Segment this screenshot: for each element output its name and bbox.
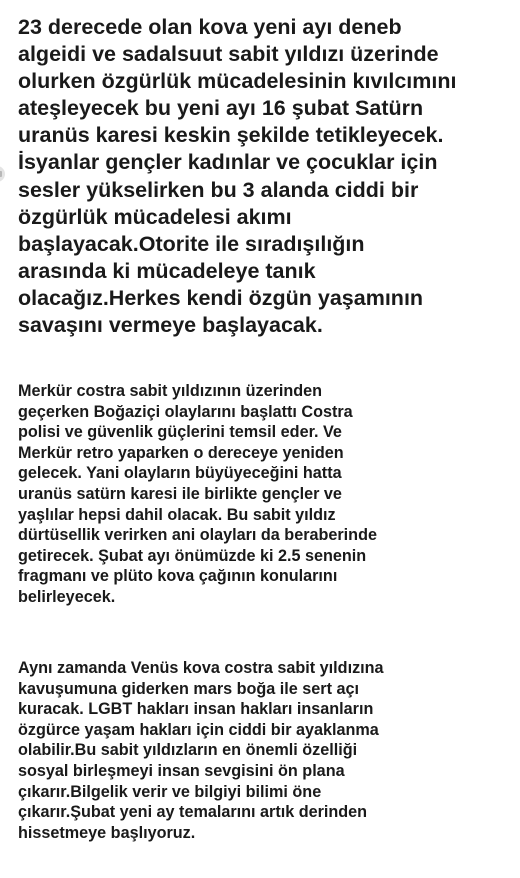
text-line: Merkür costra sabit yıldızının üzerinden (18, 382, 323, 400)
text-line: Aynı zamanda Venüs kova costra sabit yıldızına (18, 659, 384, 677)
text-line: olabilir.Bu sabit yıldızların en önemli özelliği (18, 741, 358, 760)
text-line: sesler yükselirken bu 3 alanda ciddi bir (18, 177, 419, 202)
text-line: İsyanlar gençler kadınlar ve çocuklar için (18, 150, 438, 175)
edge-handle-icon[interactable] (0, 166, 5, 182)
text-line: savaşını vermeye başlayacak. (18, 313, 323, 338)
text-line: özgürce yaşam hakları için ciddi bir ayaklanma (18, 720, 379, 739)
text-line: fragmanı ve plüto kova çağının konularını (18, 567, 338, 586)
text-line: olurken özgürlük mücadelesinin kıvılcımını (18, 69, 457, 94)
text-line: başlayacak.Otorite ile sıradışılığın (18, 231, 365, 256)
text-line: hissetmeye başlıyoruz. (18, 823, 196, 842)
paragraph-merkur-costra (18, 381, 498, 608)
text-line: çıkarır.Şubat yeni ay temalarını artık derinden (18, 803, 368, 822)
text-line: belirleyecek. (18, 587, 116, 606)
text-line: yaşlılar hepsi dahil olacak. Bu sabit yıldız (18, 505, 336, 524)
text-line: kuracak. LGBT hakları insan hakları insanların (18, 700, 374, 719)
text-line: algeidi ve sadalsuut sabit yıldızı üzerinde (18, 42, 439, 67)
text-line: getirecek. Şubat ayı önümüzde ki 2.5 senenin (18, 546, 367, 565)
text-line: arasında ki mücadeleye tanık (18, 258, 316, 283)
text-line: olacağız.Herkes kendi özgün yaşamının (18, 285, 424, 310)
text-line: gelecek. Yani olayların büyüyeceğini hatta (18, 464, 342, 483)
text-line: dürtüsellik verirken ani olayları da beraberinde (18, 526, 377, 545)
paragraph-kova-yeni-ay (18, 14, 518, 339)
text-line: uranüs karesi keskin şekilde tetikleyecek. (18, 123, 444, 148)
text-line: ateşleyecek bu yeni ayı 16 şubat Satürn (18, 96, 424, 121)
text-line: çıkarır.Bilgelik verir ve bilgiyi bilimi öne (18, 782, 322, 801)
text-line: sosyal birleşmeyi insan sevgisini ön plana (18, 761, 345, 780)
text-line: geçerken Boğaziçi olaylarını başlattı Costra (18, 402, 353, 421)
paragraph-venus-kova (18, 658, 498, 843)
text-line: kavuşumuna giderken mars boğa ile sert açı (18, 679, 359, 698)
text-line: uranüs satürn karesi ile birlikte gençler ve (18, 484, 342, 503)
text-line: 23 derecede olan kova yeni ayı deneb (18, 15, 402, 39)
text-line: polisi ve güvenlik güçlerini temsil eder. Ve (18, 423, 342, 442)
text-line: Merkür retro yaparken o dereceye yeniden (18, 443, 344, 462)
text-line: özgürlük mücadelesi akımı (18, 204, 292, 229)
